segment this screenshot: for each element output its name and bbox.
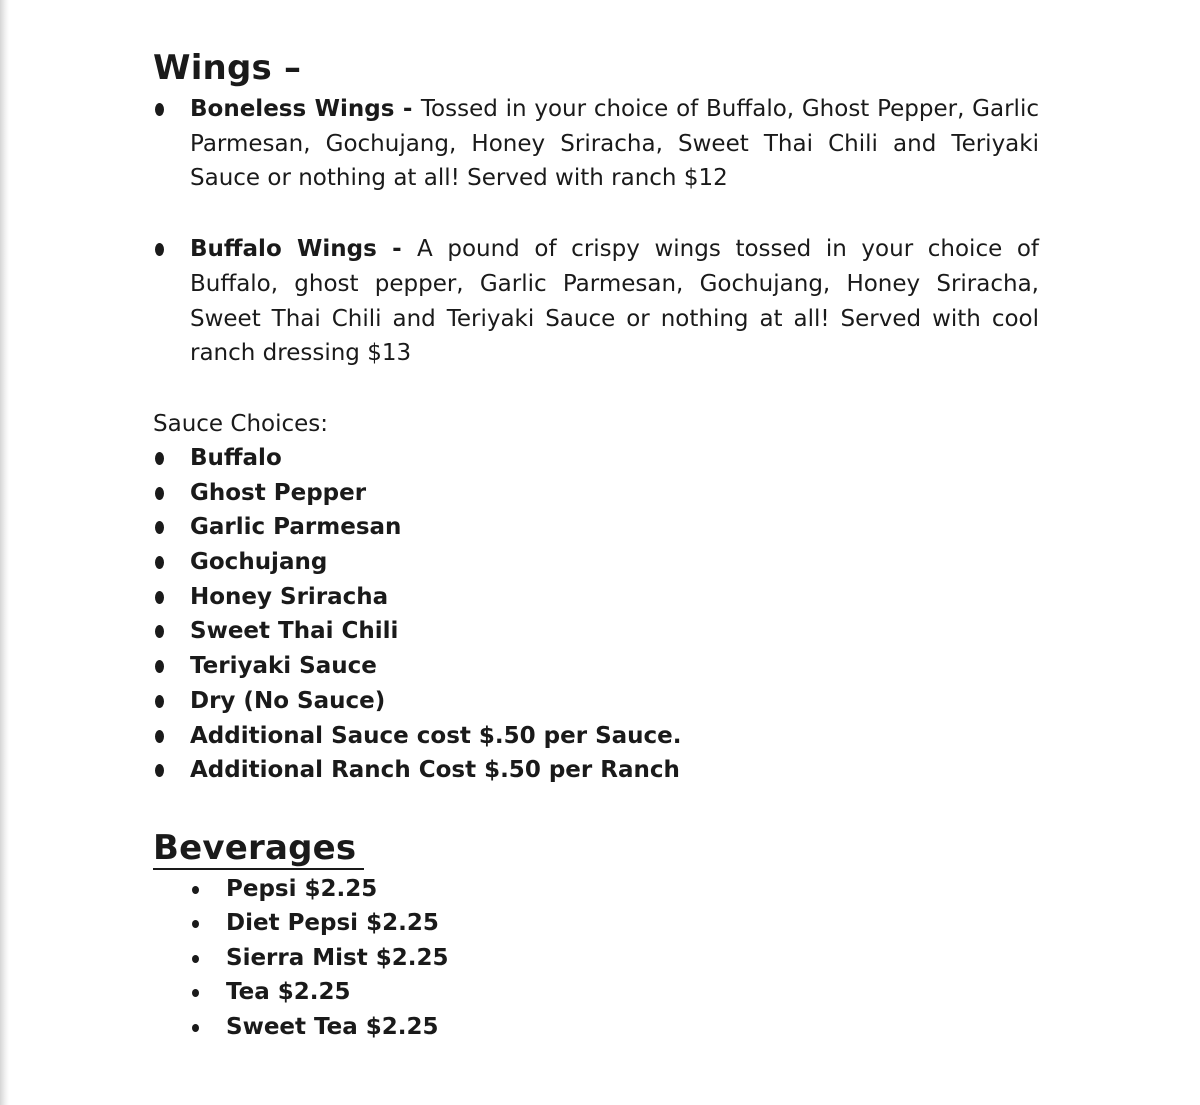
menu-document — [153, 44, 1039, 1044]
wing-item-separator: - — [376, 236, 418, 263]
sauce-item: Ghost Pepper — [153, 476, 1039, 511]
wing-item-description: A pound of crispy wings tossed in your choice of Buffalo, ghost pepper, Garlic Parmesan, Gochujang, Honey Sriracha, Sweet Thai Chili and Teriyaki Sauce or nothing at all! Served with cool ranch dressing $13 — [190, 236, 1040, 367]
wing-item-separator: - — [394, 96, 421, 122]
beverages-title-text: Beverages — [153, 828, 364, 870]
sauce-item: Garlic Parmesan — [153, 510, 1039, 545]
wing-item — [153, 92, 1039, 196]
sauce-item: Dry (No Sauce) — [153, 684, 1039, 719]
sauce-item: Additional Sauce cost $.50 per Sauce. — [153, 719, 1039, 754]
sauce-item: Sweet Thai Chili — [153, 614, 1039, 649]
wings-list — [153, 92, 1039, 371]
wing-item-name: Buffalo Wings — [190, 236, 377, 263]
beverage-list — [189, 872, 1039, 1045]
sauce-item: Additional Ranch Cost $.50 per Ranch — [153, 753, 1039, 788]
sauce-item: Buffalo — [153, 441, 1039, 476]
sauce-item: Honey Sriracha — [153, 580, 1039, 615]
sauce-choices-heading: Sauce Choices: — [153, 410, 329, 437]
wing-item-description: Tossed in your choice of Buffalo, Ghost Pepper, Garlic Parmesan, Gochujang, Honey Sriracha, Sweet Thai Chili and Teriyaki Sauce or nothing at all! Served with ranch $12 — [190, 96, 1039, 192]
sauce-item: Gochujang — [153, 545, 1039, 580]
sauce-item: Teriyaki Sauce — [153, 649, 1039, 684]
wing-item — [153, 232, 1039, 371]
beverage-item: Sweet Tea $2.25 — [189, 1010, 1039, 1045]
beverage-item: Tea $2.25 — [189, 975, 1039, 1010]
page-edge-shadow — [0, 0, 9, 1105]
sauce-list — [153, 441, 1039, 788]
beverage-item: Pepsi $2.25 — [189, 872, 1039, 907]
beverage-item: Sierra Mist $2.25 — [189, 941, 1039, 976]
beverages-title — [153, 824, 1039, 872]
wings-title: Wings – — [153, 48, 302, 88]
beverage-item: Diet Pepsi $2.25 — [189, 906, 1039, 941]
wing-item-name: Boneless Wings — [190, 96, 395, 122]
